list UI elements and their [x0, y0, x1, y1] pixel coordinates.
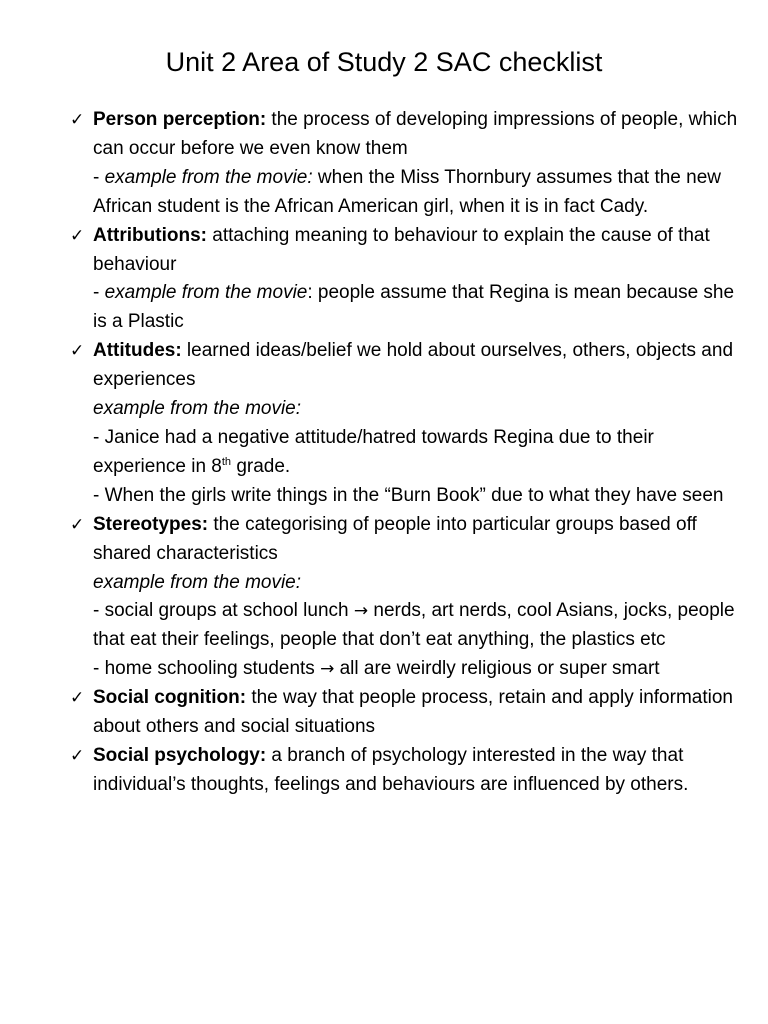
example-prefix: - [93, 282, 105, 304]
check-icon: ✓ [70, 225, 85, 246]
example-text: nerds, art nerds, cool Asians, jocks, people that eat their feelings, people that don’t eat anything, the plastics etc [93, 600, 735, 651]
term-definition: the way that people process, retain and apply information about others and social situations [93, 687, 733, 738]
example-label: example from the movie: [104, 166, 313, 188]
example-text: all are weirdly religious or super smart [334, 658, 660, 680]
example-point [93, 597, 738, 655]
term-label: Social cognition: [93, 687, 247, 709]
term-definition: attaching meaning to behaviour to explain the cause of that behaviour [93, 224, 710, 275]
example-prefix: - [93, 166, 105, 188]
checklist-item-social-psychology [70, 742, 738, 800]
example-point [93, 424, 738, 482]
checklist-item-social-cognition [70, 684, 738, 742]
example-label: example from the movie: [93, 571, 302, 593]
term-label: Attributions: [93, 224, 207, 246]
term-definition: the categorising of people into particular groups based off shared characteristics [93, 513, 697, 564]
term-label: Stereotypes: [93, 513, 209, 535]
movie-example [93, 279, 738, 337]
arrow-right-icon: → [320, 659, 335, 680]
checklist-item-attitudes [70, 337, 738, 510]
example-text: grade. [231, 455, 291, 477]
sac-checklist [70, 106, 738, 800]
checklist-item-attributions [70, 222, 738, 338]
arrow-right-icon: → [353, 601, 369, 622]
example-point [93, 655, 738, 684]
document-title: Unit 2 Area of Study 2 SAC checklist [165, 47, 603, 77]
term-definition: the process of developing impressions of people, which can occur before we even know them [93, 109, 738, 159]
movie-example [93, 164, 738, 222]
example-text: - home schooling students [93, 658, 321, 680]
check-icon: ✓ [70, 514, 85, 535]
ordinal-suffix: th [221, 455, 232, 468]
checklist-item-stereotypes [70, 511, 738, 684]
example-point: - When the girls write things in the “Burn Book” due to what they have seen [93, 484, 724, 506]
example-text: when the Miss Thornbury assumes that the new African student is the African American girl, when it is in fact Cady. [93, 166, 721, 217]
check-icon: ✓ [70, 110, 85, 130]
check-icon: ✓ [70, 745, 85, 766]
example-label: example from the movie: [93, 398, 302, 420]
example-text: - social groups at school lunch [93, 600, 354, 622]
term-definition: learned ideas/belief we hold about ourselves, others, objects and experiences [93, 340, 734, 391]
example-text: - Janice had a negative attitude/hatred towards Regina due to their experience in 8 [93, 426, 654, 477]
term-label: Person perception: [93, 109, 267, 130]
term-definition: a branch of psychology interested in the way that individual’s thoughts, feelings and behaviours are influenced by others. [93, 744, 689, 795]
example-label: example from the movie [104, 282, 308, 304]
check-icon: ✓ [70, 688, 85, 709]
checklist-item-person-perception [70, 106, 738, 222]
check-icon: ✓ [70, 341, 85, 362]
term-label: Social psychology: [93, 744, 267, 766]
term-label: Attitudes: [93, 340, 182, 362]
example-text: : people assume that Regina is mean because she is a Plastic [93, 282, 735, 333]
